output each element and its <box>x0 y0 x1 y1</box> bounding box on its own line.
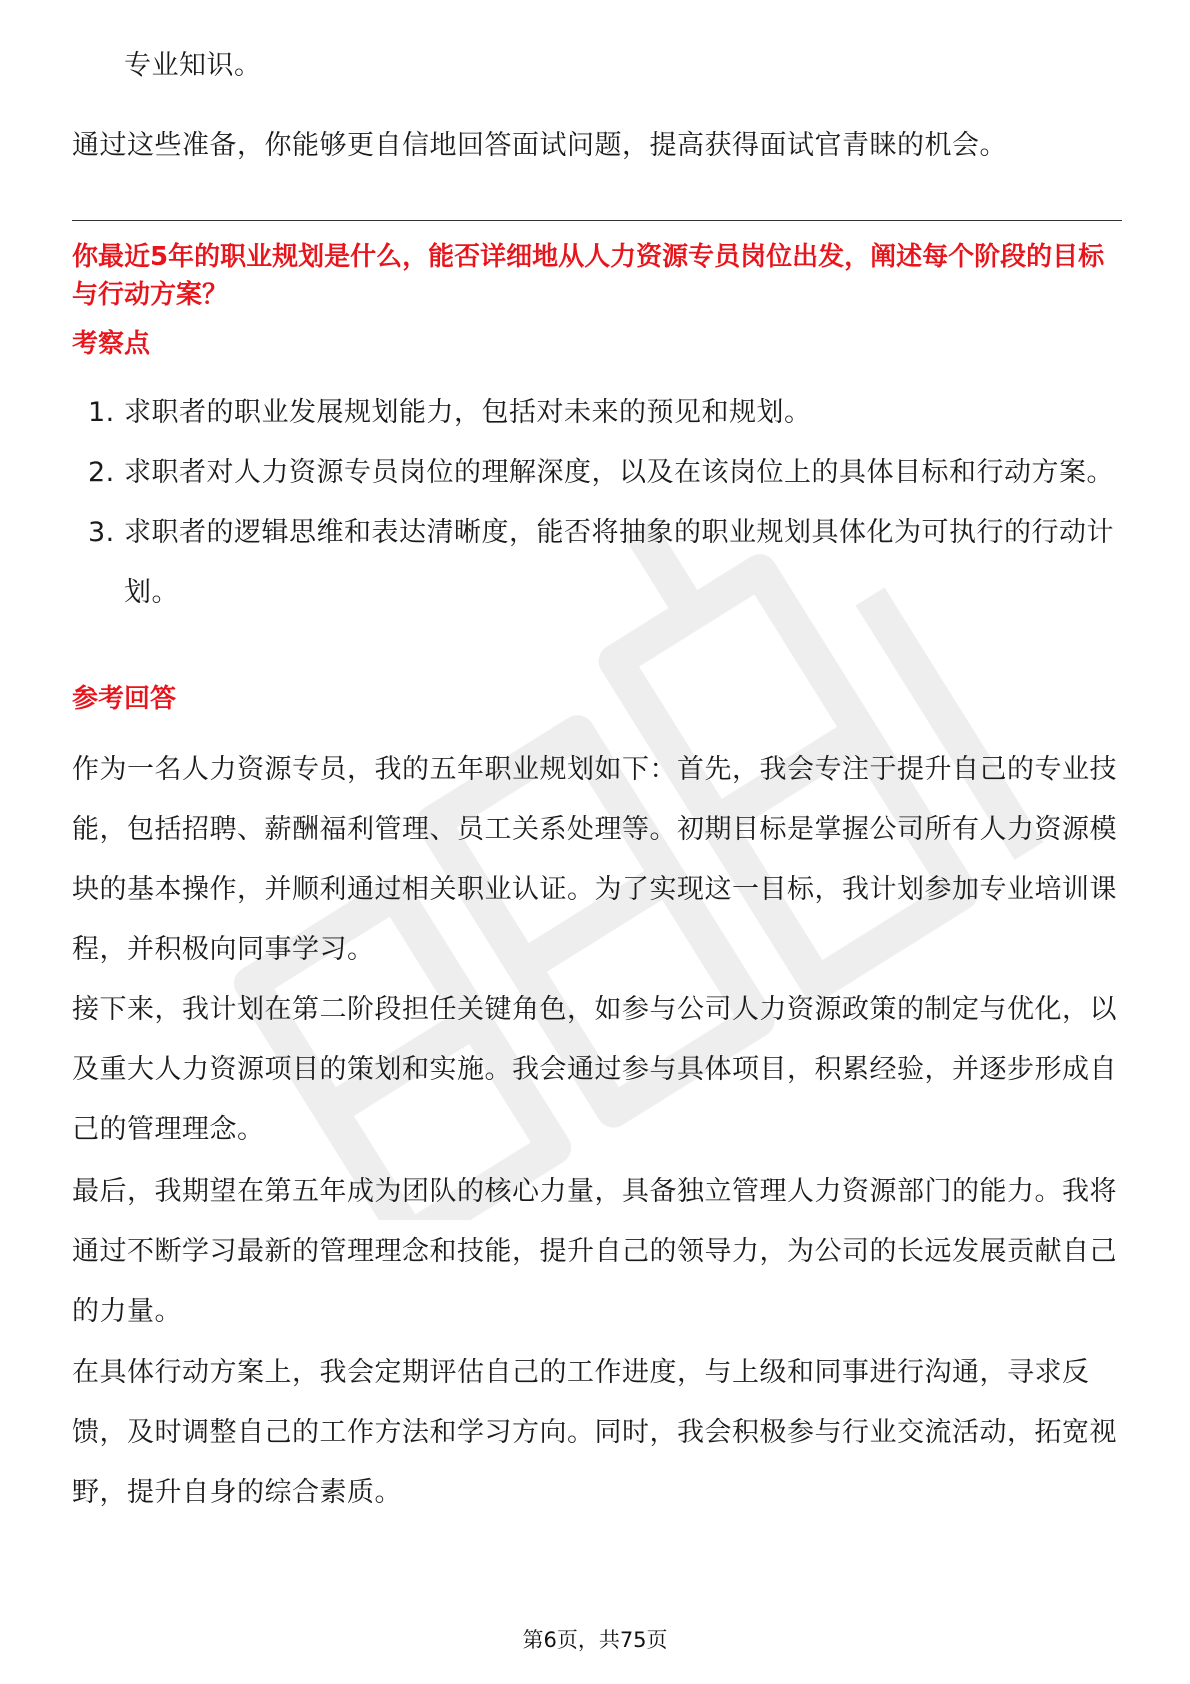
intro-closing: 通过这些准备，你能够更自信地回答面试问题，提高获得面试官青睐的机会。 <box>72 130 1007 161</box>
list-number: 2. <box>88 457 115 488</box>
list-item-text: 求职者的职业发展规划能力，包括对未来的预见和规划。 <box>124 397 812 428</box>
interview-question: 你最近5年的职业规划是什么，能否详细地从人力资源专员岗位出发，阐述每个阶段的目标与行动方案？ <box>72 242 1105 310</box>
intro-continuation: 专业知识。 <box>124 50 262 81</box>
list-number: 1. <box>88 397 115 428</box>
answer-paragraph-2: 接下来，我计划在第二阶段担任关键角色，如参与公司人力资源政策的制定与优化，以及重大人力资源项目的策划和实施。我会通过参与具体项目，积累经验，并逐步形成自己的管理理念。 <box>72 994 1117 1145</box>
answer-paragraph-1: 作为一名人力资源专员，我的五年职业规划如下：首先，我会专注于提升自己的专业技能，包括招聘、薪酬福利管理、员工关系处理等。初期目标是掌握公司所有人力资源模块的基本操作，并顺利通过相关职业认证。为了实现这一目标，我计划参加专业培训课程，并积极向同事学习。 <box>72 754 1117 965</box>
list-item-text: 求职者对人力资源专员岗位的理解深度，以及在该岗位上的具体目标和行动方案。 <box>124 457 1114 488</box>
answer-paragraph-4: 在具体行动方案上，我会定期评估自己的工作进度，与上级和同事进行沟通，寻求反馈，及时调整自己的工作方法和学习方向。同时，我会积极参与行业交流活动，拓宽视野，提升自身的综合素质。 <box>72 1357 1117 1508</box>
page-indicator: 第6页，共75页 <box>522 1628 668 1652</box>
list-item <box>72 503 1122 623</box>
answer-heading: 参考回答 <box>72 684 177 714</box>
list-item <box>72 383 1122 443</box>
assessment-list <box>72 383 1122 623</box>
section-divider <box>72 220 1122 221</box>
answer-paragraph-3: 最后，我期望在第五年成为团队的核心力量，具备独立管理人力资源部门的能力。我将通过不断学习最新的管理理念和技能，提升自己的领导力，为公司的长远发展贡献自己的力量。 <box>72 1176 1117 1327</box>
list-number: 3. <box>88 517 115 548</box>
list-item-text: 求职者的逻辑思维和表达清晰度，能否将抽象的职业规划具体化为可执行的行动计划。 <box>124 517 1114 608</box>
assessment-heading: 考察点 <box>72 329 151 359</box>
list-item <box>72 443 1122 503</box>
